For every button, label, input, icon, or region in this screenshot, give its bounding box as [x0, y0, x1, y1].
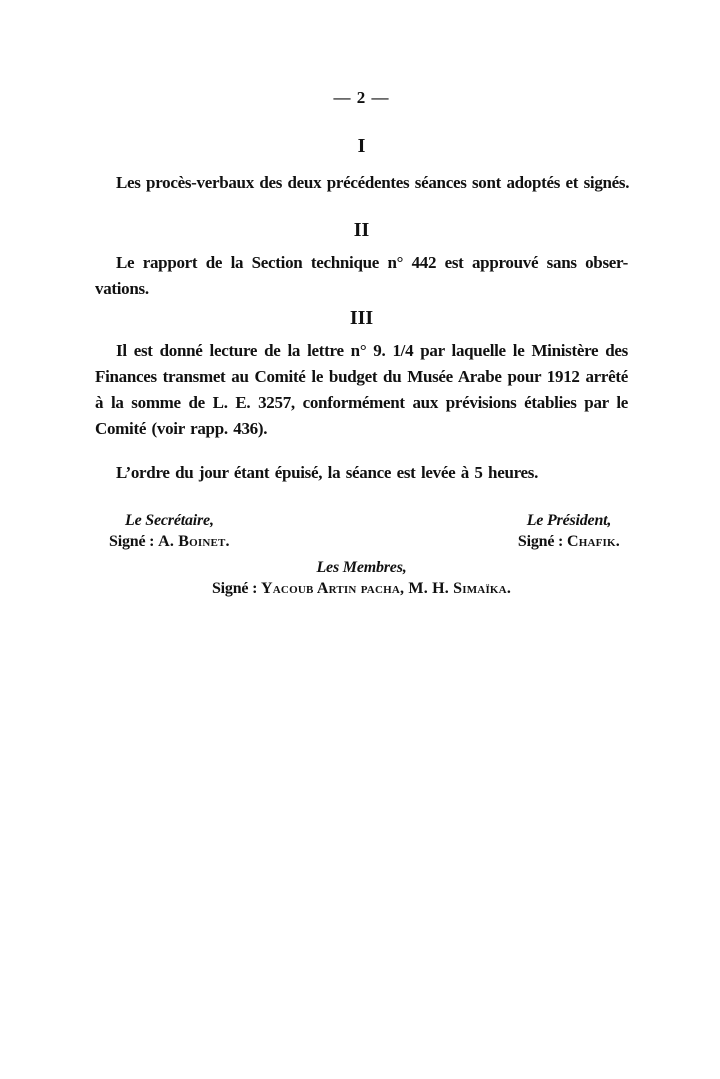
signature-members	[95, 557, 628, 599]
signature-president-name	[518, 531, 620, 552]
paragraph-section-1	[95, 170, 628, 196]
signature-secretary	[109, 510, 230, 552]
paragraph-section-3	[95, 338, 628, 442]
page-content	[95, 88, 628, 599]
section-heading-2: II	[353, 219, 370, 241]
paragraph-line: à la somme de L. E. 3257, conformément aux prévisions établies par le	[95, 393, 628, 412]
signature-row	[95, 510, 628, 552]
signature-secretary-title: Le Secrétaire,	[125, 512, 214, 529]
signature-secretary-name	[109, 531, 230, 552]
signature-name-smallcaps: Chafik.	[566, 533, 620, 550]
paragraph-section-2	[95, 250, 628, 302]
signature-members-title: Les Membres,	[316, 559, 407, 576]
signature-president-title: Le Président,	[526, 512, 612, 529]
signature-president	[518, 510, 620, 552]
closing-sentence: L’ordre du jour étant épuisé, la séance est levée à 5 heures.	[116, 463, 539, 482]
signature-prefix: Signé :	[109, 533, 159, 550]
signature-name-smallcaps: A. Boinet.	[158, 533, 230, 550]
signature-name-smallcaps: Yacoub Artin pacha, M. H. Simaïka.	[261, 580, 512, 597]
paragraph-line: Les procès-verbaux des deux précédentes séances sont adoptés et signés.	[116, 173, 630, 192]
section-heading-1: I	[357, 135, 366, 157]
paragraph-line: vations.	[95, 279, 149, 298]
paragraph-line: Comité (voir rapp. 436).	[95, 419, 268, 438]
page-number: — 2 —	[333, 88, 390, 107]
paragraph-line: Finances transmet au Comité le budget du Musée Arabe pour 1912 arrêté	[95, 367, 628, 386]
section-heading-3: III	[349, 307, 374, 329]
paragraph-line: Le rapport de la Section technique n° 442 est approuvé sans obser-	[116, 253, 628, 272]
signature-members-name	[95, 578, 628, 599]
signature-prefix: Signé :	[211, 580, 262, 597]
signature-prefix: Signé :	[517, 533, 567, 550]
paragraph-line: Il est donné lecture de la lettre n° 9. 1/4 par laquelle le Ministère des	[116, 341, 628, 360]
